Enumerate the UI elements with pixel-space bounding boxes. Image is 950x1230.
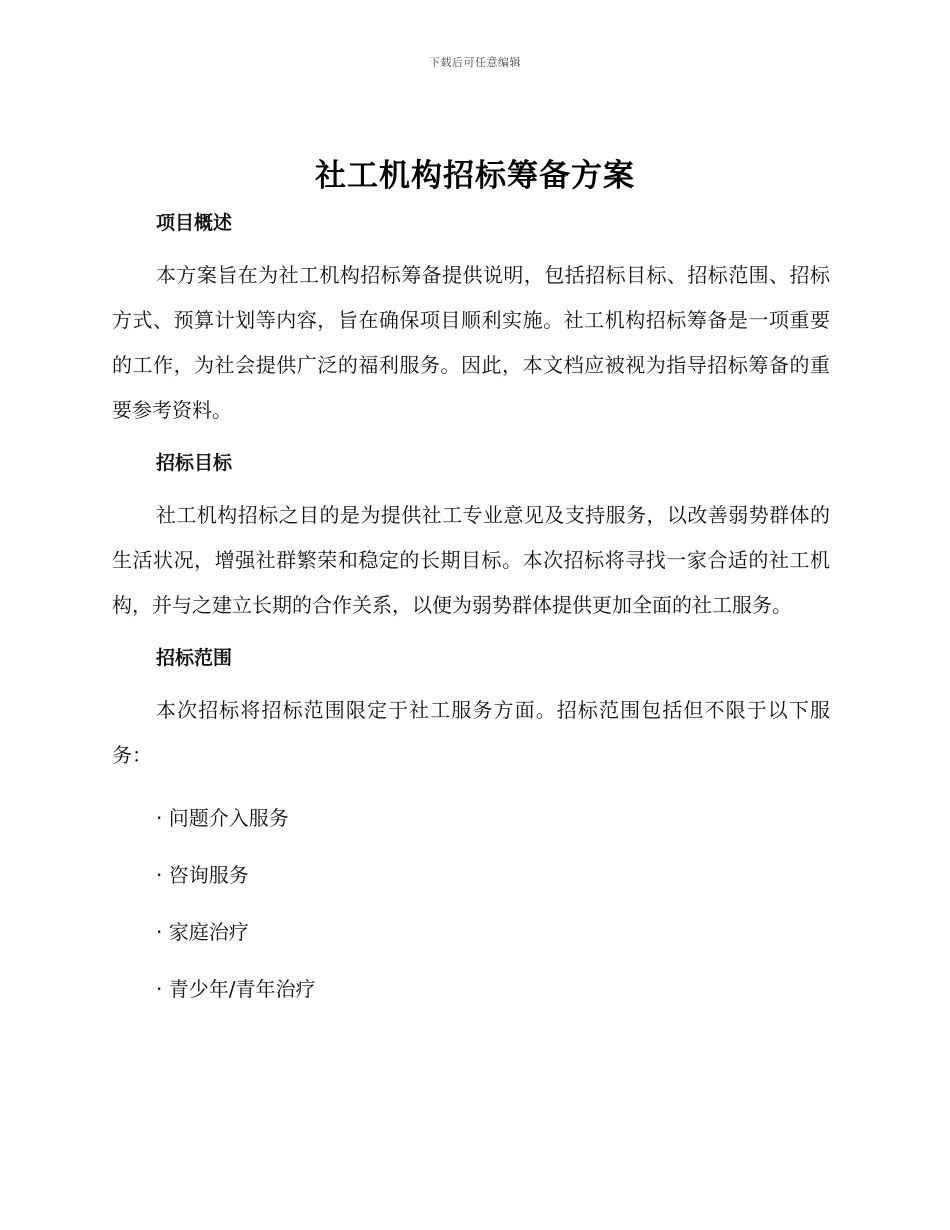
service-list bbox=[112, 790, 830, 1018]
list-item: · 青少年/青年治疗 bbox=[156, 977, 316, 1001]
section-scope bbox=[112, 640, 830, 1018]
document-body bbox=[112, 205, 830, 1030]
section-paragraph: 本方案旨在为社工机构招标筹备提供说明，包括招标目标、招标范围、招标方式、预算计划等内容，旨在确保项目顺利实施。社工机构招标筹备是一项重要的工作，为社会提供广泛的福利服务。因此，本文档应被视为指导招标筹备的重要参考资料。 bbox=[112, 263, 830, 422]
list-item: · 问题介入服务 bbox=[156, 806, 289, 830]
section-paragraph: 社工机构招标之目的是为提供社工专业意见及支持服务，以改善弱势群体的生活状况，增强社群繁荣和稳定的长期目标。本次招标将寻找一家合适的社工机构，并与之建立长期的合作关系，以便为弱势群体提供更加全面的社工服务。 bbox=[112, 503, 830, 617]
section-paragraph: 本次招标将招标范围限定于社工服务方面。招标范围包括但不限于以下服务： bbox=[112, 698, 830, 767]
section-heading: 招标范围 bbox=[156, 647, 233, 669]
list-item: · 家庭治疗 bbox=[156, 920, 249, 944]
header-note: 下载后可任意编辑 bbox=[429, 56, 521, 69]
section-overview bbox=[112, 205, 830, 433]
section-goals bbox=[112, 445, 830, 628]
section-heading: 招标目标 bbox=[156, 452, 233, 474]
section-heading: 项目概述 bbox=[156, 212, 233, 234]
document-title: 社工机构招标筹备方案 bbox=[315, 158, 635, 194]
list-item: · 咨询服务 bbox=[156, 863, 249, 887]
